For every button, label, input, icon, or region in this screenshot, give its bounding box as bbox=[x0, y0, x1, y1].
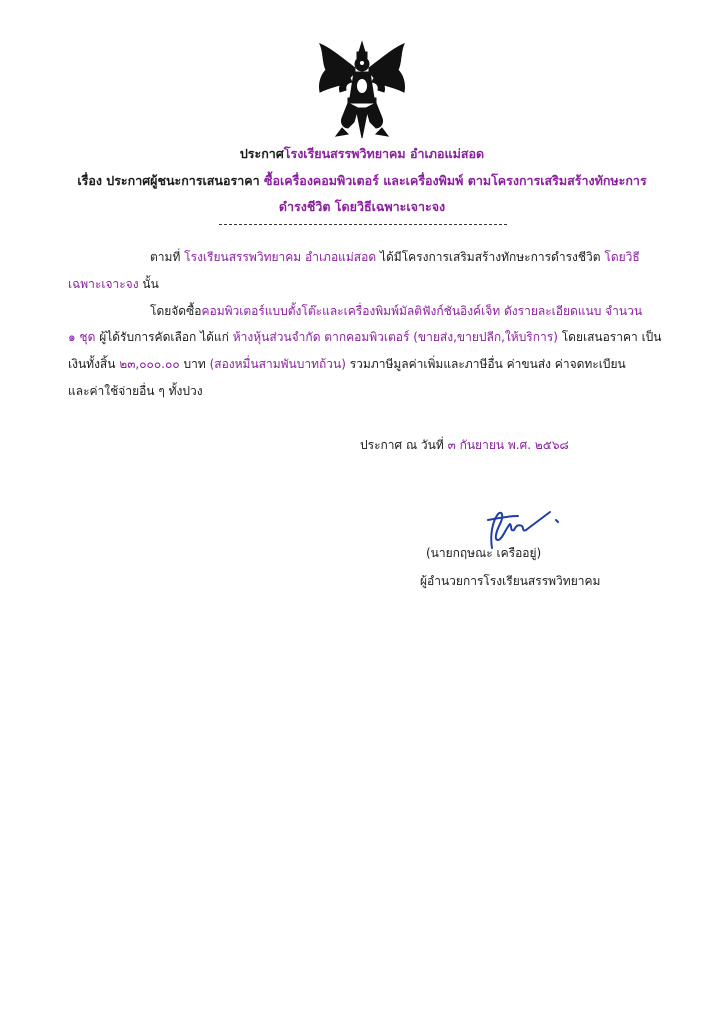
price-amount: ๒๓,๐๐๐.๐๐ bbox=[119, 357, 180, 371]
subject-label: เรื่อง ประกาศผู้ชนะการเสนอราคา bbox=[77, 173, 260, 188]
body-text: โดยเสนอราคา เป็น bbox=[557, 330, 662, 344]
body-line-1 bbox=[150, 248, 640, 267]
subject-title-part2: ดำรงชีวิต โดยวิธีเฉพาะเจาะจง bbox=[278, 199, 446, 214]
body-line-4 bbox=[68, 328, 662, 347]
method-text: เฉพาะเจาะจง bbox=[68, 277, 139, 291]
date-value: ๓ กันยายน พ.ศ. ๒๕๖๘ bbox=[447, 438, 569, 452]
item-description: คอมพิวเตอร์แบบตั้งโต๊ะและเครื่องพิมพ์มัลติฟังก์ชันอิงค์เจ็ท ดังรายละเอียดแนบ จำนวน bbox=[201, 304, 643, 318]
body-text: ผู้ได้รับการคัดเลือก ได้แก่ bbox=[95, 330, 233, 344]
subject-line bbox=[40, 171, 684, 191]
signer-name: (นายกฤษณะ เครืออยู่) bbox=[426, 546, 542, 560]
body-text: ได้มีโครงการเสริมสร้างทักษะการดำรงชีวิต bbox=[376, 250, 605, 264]
body-text: ตามที่ bbox=[150, 250, 185, 264]
method-text: โดยวิธี bbox=[604, 250, 640, 264]
body-text: โดยจัดซื้อ bbox=[150, 304, 202, 318]
school-name: โรงเรียนสรรพวิทยาคม อำเภอแม่สอด bbox=[283, 146, 485, 161]
announcement-date bbox=[360, 436, 569, 455]
date-prefix: ประกาศ ณ วันที่ bbox=[360, 438, 448, 452]
subject-title-part1: ซื้อเครื่องคอมพิวเตอร์ และเครื่องพิมพ์ ตามโครงการเสริมสร้างทักษะการ bbox=[263, 173, 647, 188]
separator-line bbox=[219, 224, 507, 225]
body-line-6: และค่าใช้จ่ายอื่น ๆ ทั้งปวง bbox=[68, 384, 203, 398]
announcement-prefix: ประกาศ bbox=[239, 146, 284, 161]
price-in-words: (สองหมื่นสามพันบาทถ้วน) bbox=[209, 357, 346, 371]
garuda-emblem-icon bbox=[312, 38, 412, 144]
winning-vendor: ห้างหุ้นส่วนจำกัด ตากคอมพิวเตอร์ (ขายส่ง,ขายปลีก,ให้บริการ) bbox=[232, 330, 558, 344]
body-text: บาท bbox=[179, 357, 210, 371]
item-quantity: ๑ ชุด bbox=[68, 330, 96, 344]
school-name-inline: โรงเรียนสรรพวิทยาคม อำเภอแม่สอด bbox=[184, 250, 377, 264]
body-text: เงินทั้งสิ้น bbox=[68, 357, 120, 371]
body-line-2 bbox=[68, 275, 159, 294]
body-line-5 bbox=[68, 355, 626, 374]
body-text: รวมภาษีมูลค่าเพิ่มและภาษีอื่น ค่าขนส่ง ค่าจดทะเบียน bbox=[345, 357, 626, 371]
body-text: นั้น bbox=[138, 277, 159, 291]
announcement-heading bbox=[40, 144, 684, 164]
body-line-3 bbox=[150, 302, 642, 321]
signer-title: ผู้อำนวยการโรงเรียนสรรพวิทยาคม bbox=[420, 574, 601, 588]
